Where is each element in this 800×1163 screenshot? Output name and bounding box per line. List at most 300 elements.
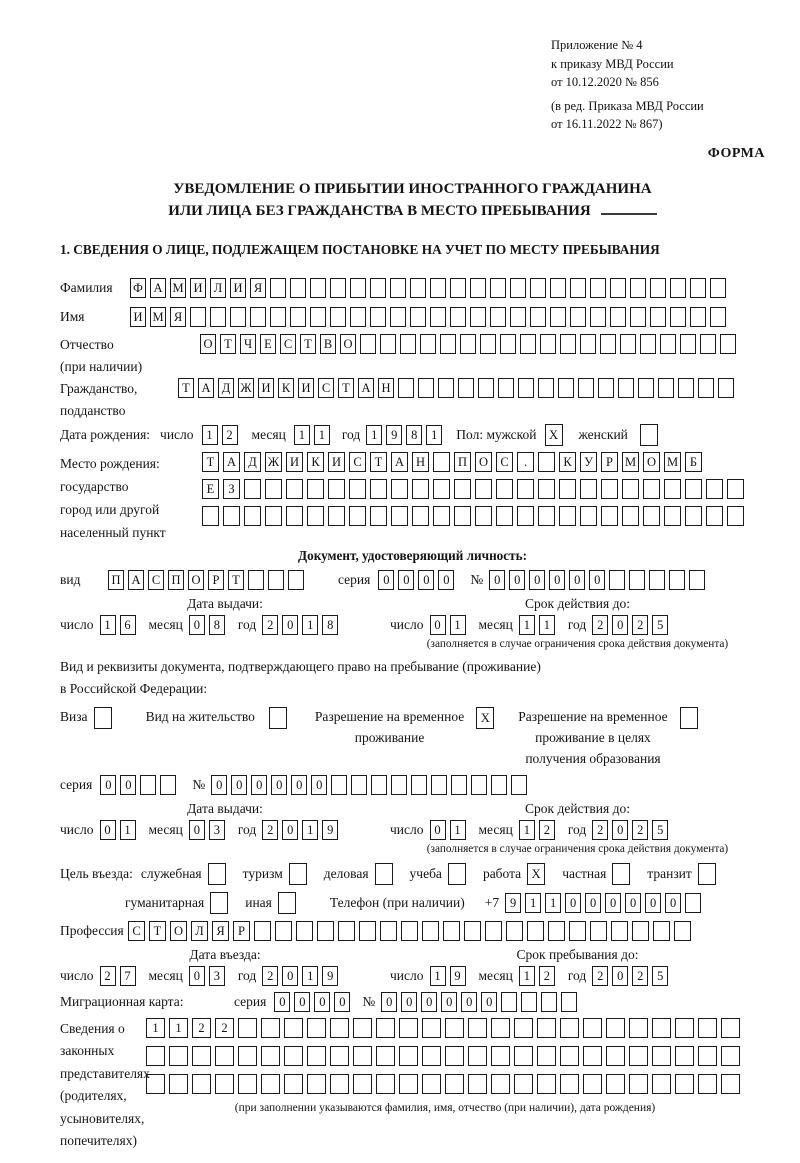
char-cell[interactable] (410, 278, 426, 298)
char-cell[interactable]: 5 (652, 615, 668, 635)
char-cell[interactable] (470, 307, 486, 327)
char-cell[interactable] (601, 506, 618, 526)
char-cell[interactable]: А (150, 278, 166, 298)
char-cell[interactable]: А (198, 378, 214, 398)
char-cell[interactable] (674, 921, 691, 941)
char-cell[interactable] (710, 278, 726, 298)
char-cell[interactable] (521, 992, 537, 1012)
char-cell[interactable] (514, 1046, 533, 1066)
char-cell[interactable]: А (223, 452, 240, 472)
char-cell[interactable]: О (188, 570, 204, 590)
char-cell[interactable] (538, 378, 554, 398)
char-cell[interactable] (478, 378, 494, 398)
char-cell[interactable] (238, 1046, 257, 1066)
char-cell[interactable]: 1 (430, 966, 446, 986)
char-cell[interactable]: 1 (100, 615, 116, 635)
char-cell[interactable] (192, 1046, 211, 1066)
char-cell[interactable]: Т (228, 570, 244, 590)
char-cell[interactable] (398, 378, 414, 398)
char-cell[interactable] (390, 278, 406, 298)
char-cell[interactable]: С (318, 378, 334, 398)
char-cell[interactable]: 1 (519, 966, 535, 986)
char-cell[interactable]: . (517, 452, 534, 472)
char-cell[interactable] (500, 334, 516, 354)
char-cell[interactable]: 2 (592, 615, 608, 635)
char-cell[interactable]: 0 (438, 570, 454, 590)
char-cell[interactable] (244, 479, 261, 499)
char-cell[interactable] (569, 921, 586, 941)
char-cell[interactable]: 0 (665, 893, 681, 913)
char-cell[interactable] (560, 1046, 579, 1066)
char-cell[interactable]: Р (208, 570, 224, 590)
char-cell[interactable] (238, 1018, 257, 1038)
checkbox-cell[interactable]: X (476, 707, 494, 729)
char-cell[interactable]: М (170, 278, 186, 298)
char-cell[interactable]: 9 (386, 425, 402, 445)
char-cell[interactable] (310, 278, 326, 298)
char-cell[interactable] (411, 775, 427, 795)
char-cell[interactable] (284, 1074, 303, 1094)
char-cell[interactable] (422, 1046, 441, 1066)
char-cell[interactable]: 0 (251, 775, 267, 795)
char-cell[interactable] (430, 278, 446, 298)
char-cell[interactable]: Т (300, 334, 316, 354)
char-cell[interactable] (538, 452, 555, 472)
char-cell[interactable]: 0 (189, 820, 205, 840)
char-cell[interactable]: 0 (549, 570, 565, 590)
char-cell[interactable]: 8 (322, 615, 338, 635)
char-cell[interactable]: 1 (314, 425, 330, 445)
char-cell[interactable] (370, 307, 386, 327)
char-cell[interactable] (370, 506, 387, 526)
checkbox-cell[interactable] (208, 863, 226, 885)
char-cell[interactable] (610, 307, 626, 327)
char-cell[interactable] (391, 506, 408, 526)
char-cell[interactable] (353, 1018, 372, 1038)
checkbox-cell[interactable]: X (527, 863, 545, 885)
char-cell[interactable] (296, 921, 313, 941)
char-cell[interactable] (558, 378, 574, 398)
char-cell[interactable] (480, 334, 496, 354)
char-cell[interactable] (700, 334, 716, 354)
char-cell[interactable]: И (298, 378, 314, 398)
char-cell[interactable] (530, 278, 546, 298)
char-cell[interactable] (578, 378, 594, 398)
char-cell[interactable]: 2 (192, 1018, 211, 1038)
char-cell[interactable]: Е (202, 479, 219, 499)
char-cell[interactable] (490, 278, 506, 298)
char-cell[interactable]: 0 (418, 570, 434, 590)
char-cell[interactable] (254, 921, 271, 941)
char-cell[interactable]: 6 (120, 615, 136, 635)
char-cell[interactable]: 1 (450, 820, 466, 840)
char-cell[interactable] (330, 1074, 349, 1094)
char-cell[interactable]: М (664, 452, 681, 472)
char-cell[interactable] (351, 775, 367, 795)
char-cell[interactable]: 0 (565, 893, 581, 913)
char-cell[interactable] (629, 1018, 648, 1038)
char-cell[interactable] (464, 921, 481, 941)
char-cell[interactable] (649, 570, 665, 590)
char-cell[interactable] (310, 307, 326, 327)
char-cell[interactable] (450, 307, 466, 327)
char-cell[interactable]: И (190, 278, 206, 298)
char-cell[interactable]: 0 (291, 775, 307, 795)
char-cell[interactable] (370, 278, 386, 298)
char-cell[interactable] (685, 893, 701, 913)
char-cell[interactable]: 2 (592, 820, 608, 840)
char-cell[interactable] (559, 479, 576, 499)
char-cell[interactable]: О (200, 334, 216, 354)
checkbox-cell[interactable] (640, 424, 658, 446)
checkbox-cell[interactable] (612, 863, 630, 885)
char-cell[interactable] (643, 479, 660, 499)
char-cell[interactable]: П (108, 570, 124, 590)
char-cell[interactable] (727, 506, 744, 526)
checkbox-cell[interactable] (680, 707, 698, 729)
char-cell[interactable] (680, 334, 696, 354)
char-cell[interactable]: 0 (381, 992, 397, 1012)
char-cell[interactable]: 0 (612, 966, 628, 986)
char-cell[interactable] (496, 506, 513, 526)
char-cell[interactable] (359, 921, 376, 941)
char-cell[interactable] (670, 307, 686, 327)
char-cell[interactable] (270, 278, 286, 298)
char-cell[interactable] (583, 1018, 602, 1038)
char-cell[interactable] (210, 307, 226, 327)
char-cell[interactable] (721, 1046, 740, 1066)
char-cell[interactable] (307, 506, 324, 526)
char-cell[interactable] (146, 1046, 165, 1066)
char-cell[interactable] (223, 506, 240, 526)
char-cell[interactable]: 0 (100, 820, 116, 840)
char-cell[interactable] (629, 570, 645, 590)
char-cell[interactable] (433, 479, 450, 499)
char-cell[interactable]: Т (370, 452, 387, 472)
char-cell[interactable]: Ф (130, 278, 146, 298)
char-cell[interactable]: А (391, 452, 408, 472)
char-cell[interactable]: 2 (539, 966, 555, 986)
char-cell[interactable] (660, 334, 676, 354)
char-cell[interactable]: П (454, 452, 471, 472)
checkbox-cell[interactable] (289, 863, 307, 885)
char-cell[interactable]: 0 (211, 775, 227, 795)
char-cell[interactable] (261, 1046, 280, 1066)
char-cell[interactable] (349, 479, 366, 499)
char-cell[interactable] (317, 921, 334, 941)
char-cell[interactable] (669, 570, 685, 590)
char-cell[interactable] (501, 992, 517, 1012)
char-cell[interactable] (244, 506, 261, 526)
char-cell[interactable] (675, 1046, 694, 1066)
char-cell[interactable] (710, 307, 726, 327)
char-cell[interactable]: В (320, 334, 336, 354)
char-cell[interactable] (169, 1074, 188, 1094)
char-cell[interactable]: Л (210, 278, 226, 298)
char-cell[interactable] (169, 1046, 188, 1066)
char-cell[interactable]: 0 (311, 775, 327, 795)
char-cell[interactable] (538, 506, 555, 526)
char-cell[interactable] (652, 1074, 671, 1094)
char-cell[interactable] (307, 479, 324, 499)
char-cell[interactable]: 0 (509, 570, 525, 590)
char-cell[interactable] (511, 775, 527, 795)
char-cell[interactable] (600, 334, 616, 354)
char-cell[interactable]: Д (244, 452, 261, 472)
char-cell[interactable] (580, 479, 597, 499)
char-cell[interactable]: 0 (625, 893, 641, 913)
char-cell[interactable]: Ж (238, 378, 254, 398)
char-cell[interactable]: С (496, 452, 513, 472)
char-cell[interactable] (606, 1018, 625, 1038)
char-cell[interactable] (475, 479, 492, 499)
char-cell[interactable] (698, 378, 714, 398)
char-cell[interactable] (468, 1018, 487, 1038)
char-cell[interactable] (548, 921, 565, 941)
char-cell[interactable] (570, 278, 586, 298)
char-cell[interactable]: 2 (632, 615, 648, 635)
char-cell[interactable]: 1 (302, 966, 318, 986)
char-cell[interactable]: С (280, 334, 296, 354)
char-cell[interactable] (338, 921, 355, 941)
char-cell[interactable] (537, 1018, 556, 1038)
char-cell[interactable]: 0 (481, 992, 497, 1012)
char-cell[interactable] (399, 1046, 418, 1066)
char-cell[interactable] (598, 378, 614, 398)
char-cell[interactable] (471, 775, 487, 795)
char-cell[interactable]: 1 (366, 425, 382, 445)
char-cell[interactable] (518, 378, 534, 398)
char-cell[interactable] (261, 1018, 280, 1038)
char-cell[interactable]: Н (412, 452, 429, 472)
char-cell[interactable]: Ж (265, 452, 282, 472)
char-cell[interactable]: С (349, 452, 366, 472)
char-cell[interactable] (652, 1018, 671, 1038)
char-cell[interactable]: 2 (222, 425, 238, 445)
char-cell[interactable]: 1 (519, 615, 535, 635)
char-cell[interactable]: К (307, 452, 324, 472)
char-cell[interactable]: 0 (120, 775, 136, 795)
char-cell[interactable]: 0 (334, 992, 350, 1012)
char-cell[interactable]: 1 (294, 425, 310, 445)
char-cell[interactable] (307, 1074, 326, 1094)
char-cell[interactable] (376, 1074, 395, 1094)
char-cell[interactable] (583, 1046, 602, 1066)
char-cell[interactable]: 0 (441, 992, 457, 1012)
char-cell[interactable]: 0 (271, 775, 287, 795)
char-cell[interactable] (460, 334, 476, 354)
char-cell[interactable] (443, 921, 460, 941)
char-cell[interactable] (265, 506, 282, 526)
char-cell[interactable]: 1 (426, 425, 442, 445)
char-cell[interactable] (454, 479, 471, 499)
char-cell[interactable]: Н (378, 378, 394, 398)
char-cell[interactable] (360, 334, 376, 354)
char-cell[interactable]: 7 (120, 966, 136, 986)
char-cell[interactable]: 1 (202, 425, 218, 445)
char-cell[interactable]: О (475, 452, 492, 472)
char-cell[interactable]: 0 (282, 966, 298, 986)
char-cell[interactable] (638, 378, 654, 398)
char-cell[interactable] (215, 1046, 234, 1066)
char-cell[interactable]: С (148, 570, 164, 590)
char-cell[interactable]: К (278, 378, 294, 398)
char-cell[interactable] (706, 479, 723, 499)
char-cell[interactable] (698, 1074, 717, 1094)
char-cell[interactable] (485, 921, 502, 941)
char-cell[interactable] (380, 334, 396, 354)
char-cell[interactable]: 2 (539, 820, 555, 840)
char-cell[interactable] (629, 1074, 648, 1094)
checkbox-cell[interactable] (278, 892, 296, 914)
char-cell[interactable] (288, 570, 304, 590)
char-cell[interactable]: 1 (169, 1018, 188, 1038)
char-cell[interactable] (510, 278, 526, 298)
char-cell[interactable]: 0 (430, 820, 446, 840)
char-cell[interactable]: 9 (322, 820, 338, 840)
char-cell[interactable]: 8 (209, 615, 225, 635)
char-cell[interactable]: И (286, 452, 303, 472)
checkbox-cell[interactable] (269, 707, 287, 729)
char-cell[interactable]: 1 (545, 893, 561, 913)
char-cell[interactable] (643, 506, 660, 526)
char-cell[interactable] (238, 1074, 257, 1094)
char-cell[interactable] (685, 479, 702, 499)
char-cell[interactable]: 2 (632, 966, 648, 986)
char-cell[interactable]: 0 (378, 570, 394, 590)
char-cell[interactable] (399, 1074, 418, 1094)
char-cell[interactable] (190, 307, 206, 327)
char-cell[interactable] (433, 452, 450, 472)
char-cell[interactable] (510, 307, 526, 327)
char-cell[interactable] (445, 1074, 464, 1094)
char-cell[interactable] (270, 307, 286, 327)
char-cell[interactable] (328, 479, 345, 499)
char-cell[interactable]: Т (149, 921, 166, 941)
char-cell[interactable] (550, 278, 566, 298)
char-cell[interactable] (451, 775, 467, 795)
char-cell[interactable]: Я (250, 278, 266, 298)
char-cell[interactable] (720, 334, 736, 354)
char-cell[interactable]: Т (202, 452, 219, 472)
char-cell[interactable] (412, 506, 429, 526)
char-cell[interactable]: 0 (529, 570, 545, 590)
char-cell[interactable] (561, 992, 577, 1012)
char-cell[interactable] (284, 1018, 303, 1038)
char-cell[interactable]: 0 (645, 893, 661, 913)
char-cell[interactable] (330, 278, 346, 298)
char-cell[interactable] (401, 921, 418, 941)
char-cell[interactable]: 2 (592, 966, 608, 986)
char-cell[interactable] (570, 307, 586, 327)
char-cell[interactable] (690, 307, 706, 327)
char-cell[interactable] (307, 1018, 326, 1038)
char-cell[interactable] (410, 307, 426, 327)
char-cell[interactable] (630, 278, 646, 298)
char-cell[interactable]: 2 (100, 966, 116, 986)
char-cell[interactable] (618, 378, 634, 398)
char-cell[interactable]: 0 (421, 992, 437, 1012)
char-cell[interactable]: О (643, 452, 660, 472)
char-cell[interactable] (498, 378, 514, 398)
char-cell[interactable] (675, 1018, 694, 1038)
char-cell[interactable] (560, 1018, 579, 1038)
char-cell[interactable] (698, 1046, 717, 1066)
char-cell[interactable]: 1 (525, 893, 541, 913)
char-cell[interactable] (583, 1074, 602, 1094)
char-cell[interactable] (431, 775, 447, 795)
char-cell[interactable]: 0 (489, 570, 505, 590)
char-cell[interactable] (606, 1074, 625, 1094)
char-cell[interactable] (268, 570, 284, 590)
char-cell[interactable] (721, 1074, 740, 1094)
char-cell[interactable] (468, 1046, 487, 1066)
char-cell[interactable] (490, 307, 506, 327)
char-cell[interactable]: Е (260, 334, 276, 354)
char-cell[interactable] (399, 1018, 418, 1038)
checkbox-cell[interactable]: X (545, 424, 563, 446)
char-cell[interactable] (721, 1018, 740, 1038)
checkbox-cell[interactable] (448, 863, 466, 885)
char-cell[interactable]: Б (685, 452, 702, 472)
char-cell[interactable] (517, 479, 534, 499)
char-cell[interactable] (290, 278, 306, 298)
char-cell[interactable] (146, 1074, 165, 1094)
checkbox-cell[interactable] (698, 863, 716, 885)
char-cell[interactable] (445, 1046, 464, 1066)
char-cell[interactable] (601, 479, 618, 499)
char-cell[interactable] (640, 334, 656, 354)
char-cell[interactable]: А (128, 570, 144, 590)
char-cell[interactable]: 1 (302, 820, 318, 840)
char-cell[interactable] (664, 479, 681, 499)
char-cell[interactable] (685, 506, 702, 526)
char-cell[interactable]: 9 (322, 966, 338, 986)
char-cell[interactable] (275, 921, 292, 941)
char-cell[interactable]: 3 (209, 820, 225, 840)
char-cell[interactable] (629, 1046, 648, 1066)
char-cell[interactable] (491, 1018, 510, 1038)
char-cell[interactable]: 1 (519, 820, 535, 840)
char-cell[interactable] (611, 921, 628, 941)
char-cell[interactable] (328, 506, 345, 526)
char-cell[interactable]: 1 (302, 615, 318, 635)
char-cell[interactable] (538, 479, 555, 499)
char-cell[interactable]: Т (220, 334, 236, 354)
char-cell[interactable]: Р (233, 921, 250, 941)
char-cell[interactable] (458, 378, 474, 398)
char-cell[interactable]: 5 (652, 820, 668, 840)
char-cell[interactable] (349, 506, 366, 526)
checkbox-cell[interactable] (210, 892, 228, 914)
char-cell[interactable] (698, 1018, 717, 1038)
char-cell[interactable] (560, 1074, 579, 1094)
char-cell[interactable] (527, 921, 544, 941)
char-cell[interactable]: М (150, 307, 166, 327)
char-cell[interactable]: 8 (406, 425, 422, 445)
char-cell[interactable] (541, 992, 557, 1012)
char-cell[interactable] (380, 921, 397, 941)
char-cell[interactable]: 0 (274, 992, 290, 1012)
char-cell[interactable] (632, 921, 649, 941)
char-cell[interactable] (506, 921, 523, 941)
char-cell[interactable] (468, 1074, 487, 1094)
char-cell[interactable] (664, 506, 681, 526)
char-cell[interactable] (248, 570, 264, 590)
char-cell[interactable] (675, 1074, 694, 1094)
char-cell[interactable]: 5 (652, 966, 668, 986)
char-cell[interactable]: Т (338, 378, 354, 398)
